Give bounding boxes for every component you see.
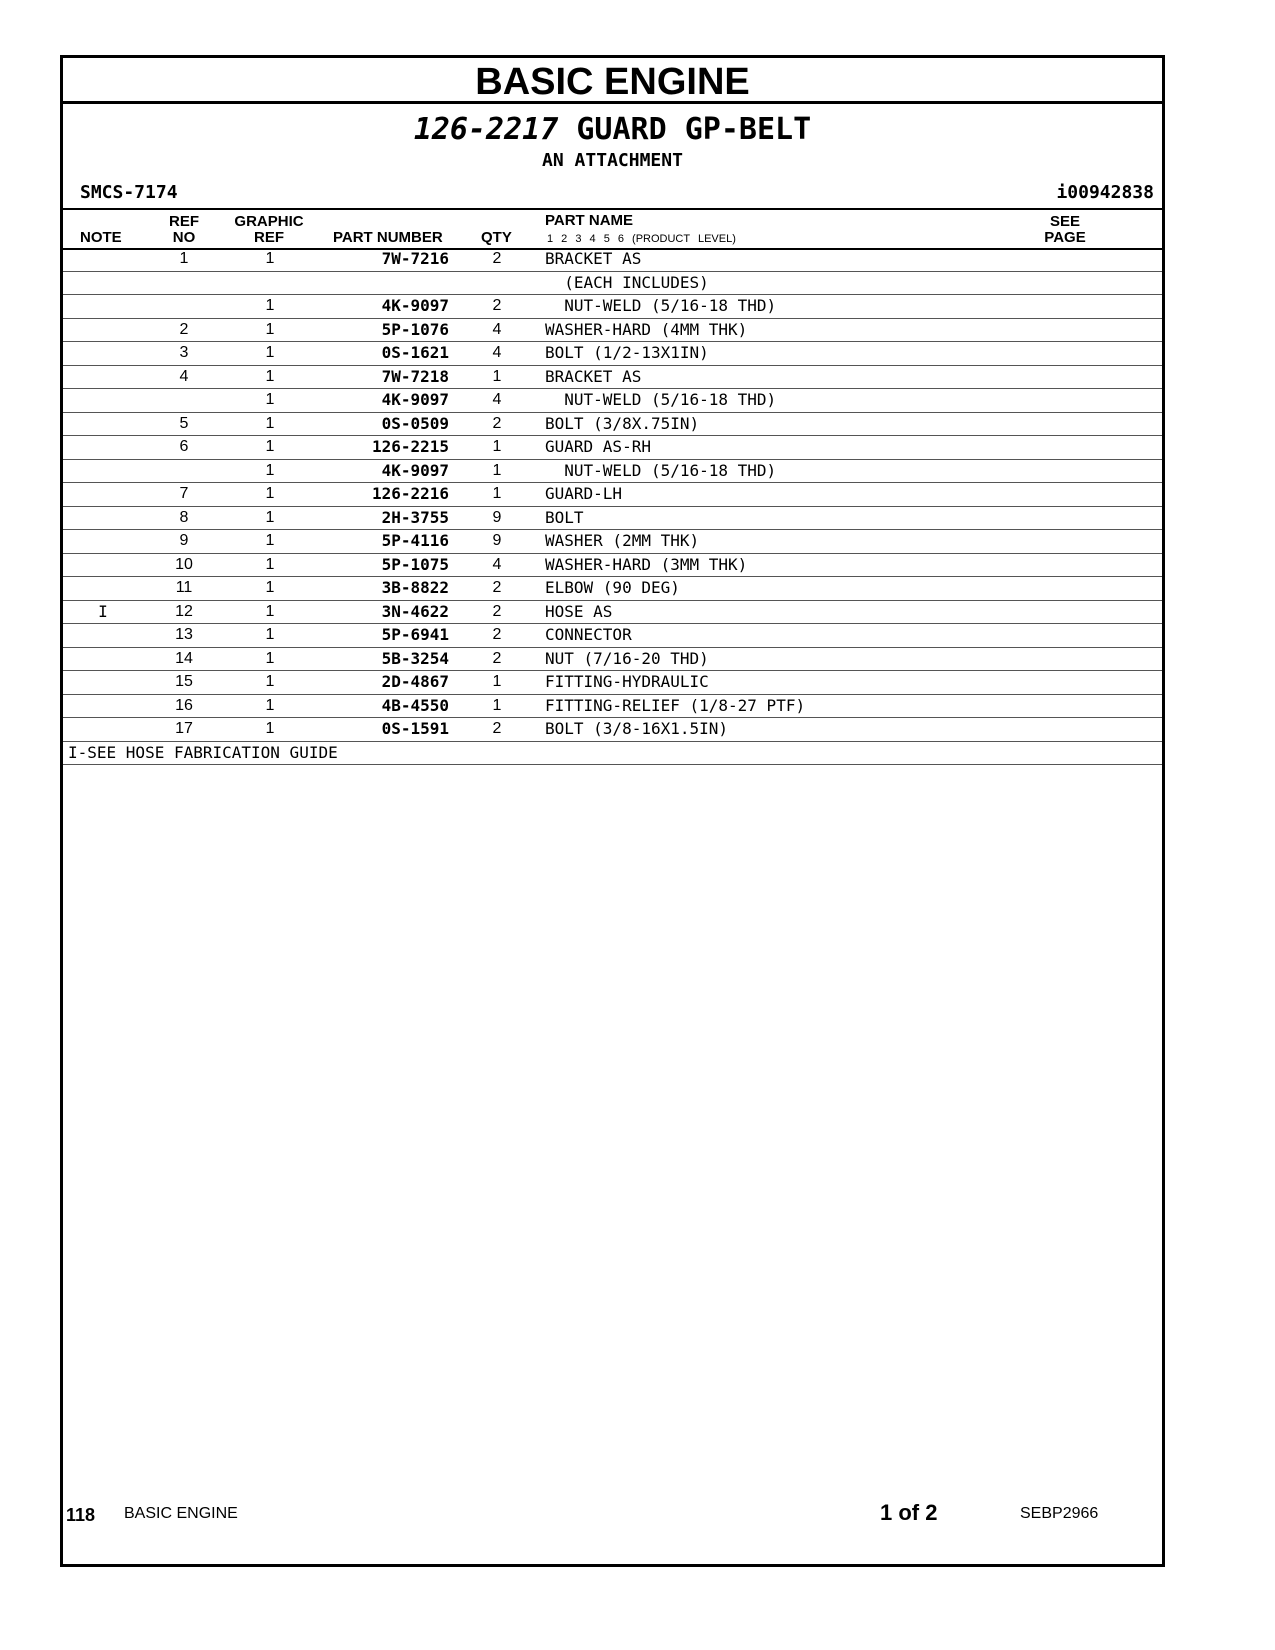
part-name-cell: WASHER (2MM THK) [545,531,700,550]
product-levels: 1 2 3 4 5 6 (PRODUCT LEVEL) [547,233,736,245]
ref-no-cell: 16 [175,696,193,714]
part-number-cell: 0S-1591 [381,719,449,738]
part-name-cell: BOLT [545,507,584,527]
col-see-page-line1: SEE [1049,213,1080,230]
ref-no-cell: 1 [179,250,189,267]
ref-no-cell: 10 [175,555,193,573]
col-part-number: PART NUMBER [333,229,443,246]
group-part-number: 126-2217 [413,112,559,147]
ref-no-cell: 15 [175,673,193,690]
ref-no-cell: 8 [179,508,189,526]
part-name-cell: NUT-WELD (5/16-18 THD) [545,390,777,409]
part-name-cell: BRACKET AS [545,366,642,386]
part-number-cell: 0S-0509 [381,413,449,433]
qty-cell: 2 [492,579,502,596]
graphic-ref-cell: 1 [265,508,275,526]
ref-no-cell: 4 [179,367,189,385]
graphic-ref-cell: 1 [265,579,275,596]
attachment-label: AN ATTACHMENT [542,150,683,171]
part-number-cell: 4K-9097 [381,460,449,480]
part-number-cell: 4B-4550 [381,695,449,715]
table-row [63,671,1162,695]
table-row [63,366,1162,390]
ref-no-cell: 17 [175,720,193,737]
col-graphic-ref-line1: GRAPHIC [234,213,304,230]
qty-cell: 2 [492,250,502,267]
part-number-cell: 0S-1621 [381,343,449,362]
col-see-page [1043,214,1087,246]
qty-cell: 2 [492,414,502,432]
part-name-cell: BOLT (1/2-13X1IN) [545,343,709,362]
graphic-ref-cell: 1 [265,555,275,573]
footer-section: BASIC ENGINE [124,1505,238,1522]
graphic-ref-cell: 1 [265,649,275,667]
part-name-cell: FITTING-RELIEF (1/8-27 PTF) [545,695,806,715]
qty-cell: 1 [492,696,502,714]
part-name-cell: BOLT (3/8X.75IN) [545,413,700,433]
part-name-cell: BOLT (3/8-16X1.5IN) [545,719,729,738]
col-qty: QTY [481,229,512,246]
qty-cell: 4 [492,391,502,408]
col-ref-no-line2: NO [172,229,196,246]
col-see-page-line2: PAGE [1044,229,1086,246]
part-name-cell: FITTING-HYDRAULIC [545,672,709,691]
table-row [63,413,1162,437]
table-row [63,248,1162,272]
part-number-cell: 5P-1076 [381,319,449,339]
qty-cell: 2 [492,720,502,737]
graphic-ref-cell: 1 [265,320,275,338]
footer-page-of: 1 of 2 [880,1500,938,1525]
part-name-cell: WASHER-HARD (4MM THK) [545,319,748,339]
part-number-cell: 3N-4622 [381,601,449,621]
part-name-cell: GUARD AS-RH [545,437,651,456]
table-row [63,718,1162,742]
illustration-id: i00942838 [1056,182,1154,203]
qty-cell: 4 [492,344,502,361]
graphic-ref-cell: 1 [265,438,275,455]
part-number-cell: 7W-7218 [381,366,449,386]
qty-cell: 1 [492,461,502,479]
group-name: GUARD GP-BELT [576,112,812,147]
qty-cell: 1 [492,367,502,385]
part-name-cell: (EACH INCLUDES) [545,272,709,292]
table-row [63,530,1162,554]
ref-no-cell: 9 [179,532,189,549]
graphic-ref-cell: 1 [265,532,275,549]
table-row [63,342,1162,366]
parts-list-frame [60,55,1165,1567]
ref-no-cell: 6 [179,438,189,455]
graphic-ref-cell: 1 [265,367,275,385]
col-note: NOTE [80,229,122,246]
part-name-cell: NUT-WELD (5/16-18 THD) [545,460,777,480]
table-row [63,483,1162,507]
section-title: BASIC ENGINE [63,58,1162,104]
graphic-ref-cell: 1 [265,297,275,314]
part-number-cell: 7W-7216 [381,249,449,268]
table-row [63,624,1162,648]
graphic-ref-cell: 1 [265,602,275,620]
ref-no-cell: 12 [175,602,193,620]
part-number-cell: 5P-6941 [381,625,449,644]
graphic-ref-cell: 1 [265,626,275,643]
qty-cell: 4 [492,555,502,573]
table-row [63,319,1162,343]
part-number-cell: 126-2216 [371,484,449,503]
qty-cell: 4 [492,320,502,338]
part-name-cell: BRACKET AS [545,249,642,268]
part-number-cell: 5P-1075 [381,554,449,574]
qty-cell: 9 [492,508,502,526]
graphic-ref-cell: 1 [265,696,275,714]
table-row [63,436,1162,460]
graphic-ref-cell: 1 [265,391,275,408]
part-name-cell: GUARD-LH [545,484,623,503]
qty-cell: 1 [492,438,502,455]
ref-no-cell: 2 [179,320,189,338]
graphic-ref-cell: 1 [265,414,275,432]
table-header [63,208,1162,250]
col-ref-no-line1: REF [169,213,199,230]
qty-cell: 2 [492,626,502,643]
part-number-cell: 126-2215 [371,437,449,456]
qty-cell: 1 [492,673,502,690]
ref-no-cell: 13 [175,626,193,643]
graphic-ref-cell: 1 [265,344,275,361]
ref-no-cell: 3 [179,344,189,361]
table-row [63,601,1162,625]
part-number-cell: 2D-4867 [381,672,449,691]
part-number-cell: 3B-8822 [381,578,449,597]
ref-no-cell: 14 [175,649,193,667]
footnote: I-SEE HOSE FABRICATION GUIDE [63,742,1162,766]
footer-doc-id: SEBP2966 [1020,1505,1099,1522]
qty-cell: 2 [492,602,502,620]
part-name-cell: HOSE AS [545,601,613,621]
qty-cell: 2 [492,649,502,667]
table-row [63,389,1162,413]
graphic-ref-cell: 1 [265,485,275,502]
qty-cell: 9 [492,532,502,549]
footer-page-number: 118 [66,1505,96,1525]
note-cell: I [98,601,108,621]
ref-no-cell: 7 [179,485,189,502]
graphic-ref-cell: 1 [265,250,275,267]
part-name-cell: NUT (7/16-20 THD) [545,648,709,668]
part-name-cell: CONNECTOR [545,625,632,644]
graphic-ref-cell: 1 [265,673,275,690]
part-number-cell: 4K-9097 [381,390,449,409]
table-row [63,554,1162,578]
parts-table-body [63,248,1162,765]
table-row [63,272,1162,296]
table-row [63,295,1162,319]
group-title [63,112,1162,147]
part-number-cell: 5P-4116 [381,531,449,550]
smcs-code: SMCS-7174 [80,182,178,203]
table-row [63,648,1162,672]
ref-no-cell: 5 [179,414,189,432]
col-graphic-ref [229,214,309,246]
col-graphic-ref-line2: REF [254,229,284,246]
table-row [63,507,1162,531]
col-ref-no [167,214,201,246]
graphic-ref-cell: 1 [265,720,275,737]
part-name-cell: ELBOW (90 DEG) [545,578,680,597]
part-number-cell: 2H-3755 [381,507,449,527]
qty-cell: 2 [492,297,502,314]
part-number-cell: 5B-3254 [381,648,449,668]
part-name-cell: WASHER-HARD (3MM THK) [545,554,748,574]
part-name-cell: NUT-WELD (5/16-18 THD) [545,296,777,315]
col-part-name: PART NAME [545,212,634,229]
table-row [63,695,1162,719]
qty-cell: 1 [492,485,502,502]
table-row [63,460,1162,484]
graphic-ref-cell: 1 [265,461,275,479]
ref-no-cell: 11 [175,579,193,596]
part-number-cell: 4K-9097 [381,296,449,315]
table-row [63,577,1162,601]
